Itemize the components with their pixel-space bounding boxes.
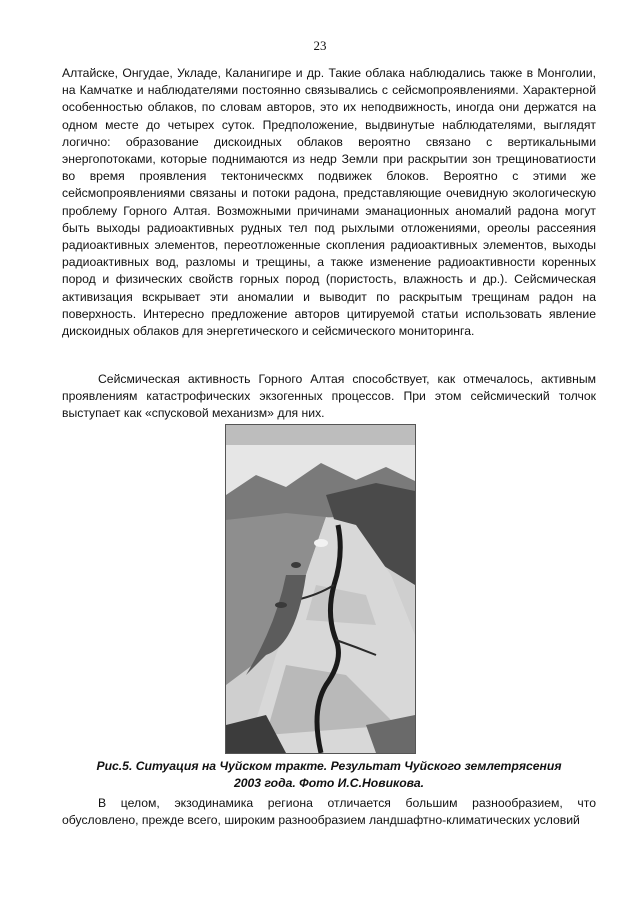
paragraph-radon-clouds: Алтайске, Онгудае, Укладе, Каланигире и др. Такие облака наблюдались также в Монголии, на Камчатке и наблюдателями постоянно связывались с сейсмопроявлениями. Характерной особенностью облаков, по словам авторов, это их неподвижность, иногда они держатся на одном месте до четырех суток. Предположение, выдвинутые наблюдателями, выглядят логично: образование дискоидных облаков вероятно связано с вертикальными энергопотоками, которые поднимаются из недр Земли при раскрытии зон трещиноватиости во время проявления тектоническмх подвижек блоков. Вероятно с этими же сейсмопроявлениями связаны и потоки радона, представляющие очевидную экологическую проблему Горного Алтая. Возможными причинами эманационных аномалий радона могут быть выходы радиоактивных рудных тел под рыхлыми отложениями, ореолы рассеяния радиоактивных элементов, переотложенные скопления радиоактивных элементов, выходы радиоактивных вод, разломы и трещины, а также изменение радиоактивности коренных пород и физических свойств горных пород (пористость, влажность и др.). Сейсмическая активизация вскрывает эти аномалии и выводит по раскрытым трещинам радон на поверхность. Интересно предложение авторов цитируемой статьи использовать явление дискоидных облаков для энергетического и сейсмического мониторинга. bbox=[62, 66, 596, 339]
figure-caption-line-2: 2003 года. Фото И.С.Новикова. bbox=[233, 776, 425, 790]
paragraph-seismic-activity: Сейсмическая активность Горного Алтая способствует, как отмечалось, активным проявлениям катастрофических экзогенных процессов. При этом сейсмический толчок выступает как «спусковой механизм» для них. bbox=[62, 372, 596, 421]
page-number: 23 bbox=[313, 38, 327, 53]
figure-caption bbox=[62, 758, 596, 792]
figure-photo-chuya-highway bbox=[225, 424, 416, 754]
figure-caption-line-1: Рис.5. Ситуация на Чуйском тракте. Результат Чуйского землетрясения bbox=[96, 759, 562, 773]
paragraph-exodynamics: В целом, экзодинамика региона отличается большим разнообразием, что обусловлено, прежде всего, широким разнообразием ландшафтно-климатических условий bbox=[62, 796, 596, 828]
